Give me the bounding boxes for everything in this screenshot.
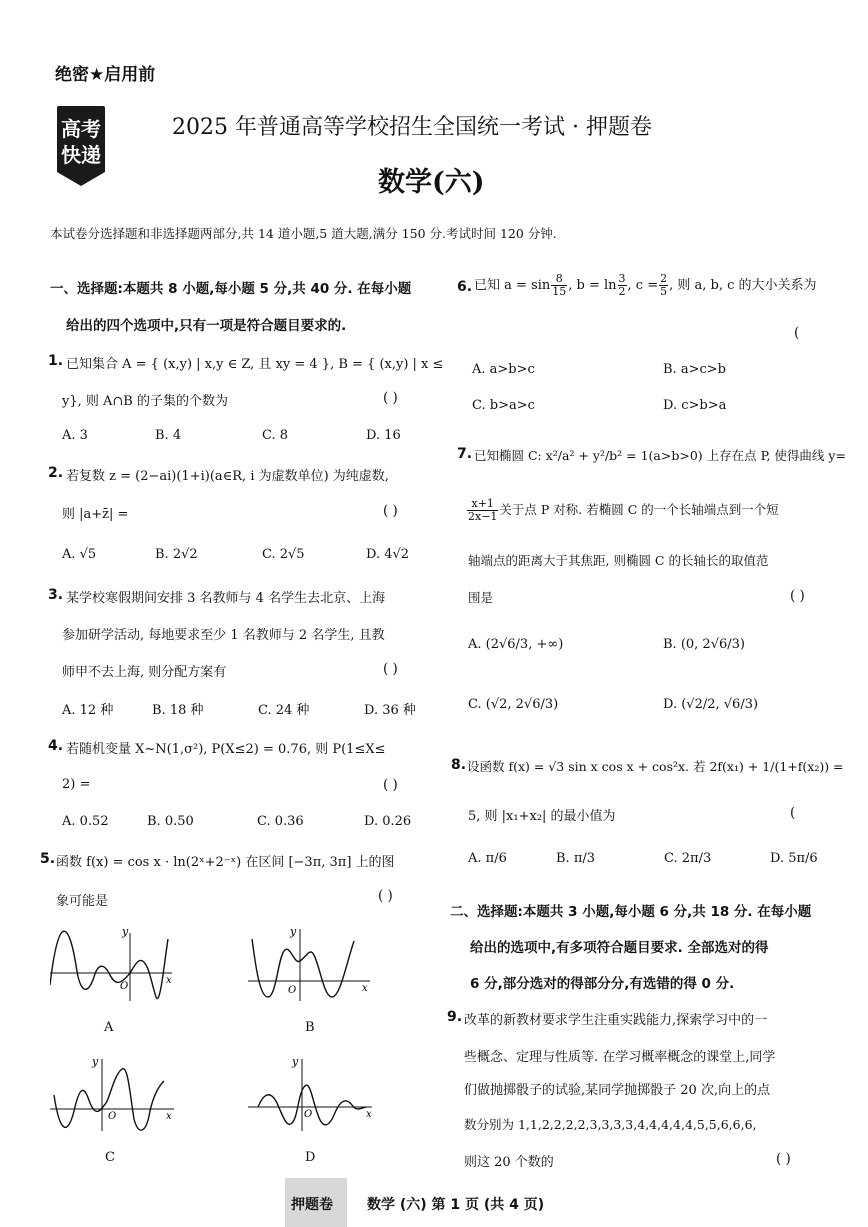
q6-frac-a: $\frac{8}{15}$ bbox=[552, 272, 567, 298]
q8-answer-paren: ( bbox=[790, 805, 796, 821]
q3-line2: 参加研学活动, 每地要求至少 1 名教师与 2 名学生, 且教 bbox=[62, 628, 385, 643]
q4-line1: 若随机变量 X~N(1,σ²), P(X≤2) = 0.76, 则 P(1≤X≤ bbox=[66, 742, 386, 757]
graph-d-x-label: x bbox=[366, 1109, 372, 1120]
footer-tab-label: 押题卷 bbox=[291, 1197, 333, 1213]
q4-number: 4. bbox=[48, 738, 64, 754]
q4-line2: 2) = bbox=[62, 777, 91, 792]
q6-option-d: D. c>b>a bbox=[663, 398, 727, 413]
graph-b-label: B bbox=[305, 1020, 315, 1035]
q6-option-c: C. b>a>c bbox=[472, 398, 535, 413]
q9-line5: 则这 20 个数的 bbox=[464, 1155, 554, 1170]
graph-d bbox=[248, 1055, 378, 1139]
exam-subtitle: 数学(六) bbox=[378, 167, 485, 198]
graph-b-origin: O bbox=[288, 985, 297, 996]
q3-answer-paren: ( ) bbox=[383, 661, 398, 677]
q4-option-b: B. 0.50 bbox=[147, 814, 194, 829]
q5-line2: 象可能是 bbox=[56, 894, 109, 909]
q6-answer-paren: ( bbox=[794, 325, 800, 341]
graph-b bbox=[248, 925, 378, 1009]
section1-heading-line2: 给出的四个选项中,只有一项是符合题目要求的. bbox=[66, 318, 347, 334]
q1-line1: 已知集合 A = { (x,y) | x,y ∈ Z, 且 xy = 4 }, B = { (x,y) | x ≤ bbox=[66, 357, 444, 372]
q2-line2: 则 |a+z̄| = bbox=[62, 507, 129, 522]
q7-option-a: A. (2√6/3, +∞) bbox=[468, 637, 564, 652]
graph-c-label: C bbox=[105, 1150, 115, 1165]
section2-heading-line3: 6 分,部分选对的得部分分,有选错的得 0 分. bbox=[470, 976, 735, 992]
q9-line1: 改革的新教材要求学生注重实践能力,探索学习中的一 bbox=[464, 1013, 768, 1028]
q8-option-a: A. π/6 bbox=[468, 851, 507, 866]
graph-a bbox=[50, 925, 180, 1009]
graph-c-x-label: x bbox=[166, 1111, 172, 1122]
q6-option-b: B. a>c>b bbox=[663, 362, 726, 377]
page-footer bbox=[0, 1178, 868, 1227]
q7-option-d: D. (√2/2, √6/3) bbox=[663, 697, 759, 712]
exam-title: 2025 年普通高等学校招生全国统一考试 · 押题卷 bbox=[172, 115, 652, 140]
q1-answer-paren: ( ) bbox=[383, 390, 398, 406]
graph-a-origin: O bbox=[120, 981, 129, 992]
q2-option-a: A. √5 bbox=[62, 547, 97, 562]
q3-option-c: C. 24 种 bbox=[258, 703, 310, 718]
graph-b-x-label: x bbox=[362, 983, 368, 994]
q3-option-d: D. 36 种 bbox=[364, 703, 416, 718]
q8-number: 8. bbox=[451, 757, 467, 773]
q1-option-b: B. 4 bbox=[155, 428, 182, 443]
q2-option-c: C. 2√5 bbox=[262, 547, 305, 562]
q6-number: 6. bbox=[457, 279, 473, 295]
q1-line2: y}, 则 A∩B 的子集的个数为 bbox=[62, 394, 228, 409]
q2-line1: 若复数 z = (2−ai)(1+i)(a∈R, i 为虚数单位) 为纯虚数, bbox=[66, 469, 389, 484]
section2-heading-line2: 给出的选项中,有多项符合题目要求. 全部选对的得 bbox=[470, 940, 769, 956]
q6-frac-b: $\frac{3}{2}$ bbox=[618, 272, 626, 298]
q7-line2-text: 关于点 P 对称. 若椭圆 C 的一个长轴端点到一个短 bbox=[499, 502, 779, 517]
q9-number: 9. bbox=[447, 1009, 463, 1025]
q3-option-b: B. 18 种 bbox=[152, 703, 204, 718]
q9-line2: 些概念、定理与性质等. 在学习概率概念的课堂上,同学 bbox=[464, 1050, 776, 1065]
q7-option-c: C. (√2, 2√6/3) bbox=[468, 697, 559, 712]
q7-line1: 已知椭圆 C: x²/a² + y²/b² = 1(a>b>0) 上存在点 P, 使得曲线 y= bbox=[474, 448, 846, 463]
graph-c-origin: O bbox=[108, 1111, 117, 1122]
footer-tab bbox=[285, 1178, 347, 1227]
q3-line3: 师甲不去上海, 则分配方案有 bbox=[62, 665, 227, 680]
q1-option-c: C. 8 bbox=[262, 428, 289, 443]
q6-option-a: A. a>b>c bbox=[472, 362, 535, 377]
q7-line2 bbox=[466, 494, 779, 526]
q5-number: 5. bbox=[40, 851, 56, 867]
q8-option-b: B. π/3 bbox=[556, 851, 596, 866]
svg-text:快递: 快递 bbox=[61, 143, 101, 167]
q2-option-b: B. 2√2 bbox=[155, 547, 198, 562]
q5-line1: 函数 f(x) = cos x · ln(2ˣ+2⁻ˣ) 在区间 [−3π, 3π] 上的图 bbox=[56, 855, 395, 870]
q3-number: 3. bbox=[48, 587, 64, 603]
q7-line3: 轴端点的距离大于其焦距, 则椭圆 C 的长轴长的取值范 bbox=[468, 553, 769, 568]
q8-line1: 设函数 f(x) = √3 sin x cos x + cos²x. 若 2f(x₁) + 1/(1+f(x₂)) = bbox=[467, 759, 844, 774]
svg-text:高考: 高考 bbox=[61, 117, 101, 141]
q3-option-a: A. 12 种 bbox=[62, 703, 114, 718]
graph-c-y-label: y bbox=[92, 1055, 99, 1068]
q9-answer-paren: ( ) bbox=[776, 1151, 791, 1167]
section1-heading-line1: 一、选择题:本题共 8 小题,每小题 5 分,共 40 分. 在每小题 bbox=[50, 281, 412, 297]
q6-stem bbox=[474, 270, 817, 302]
graph-b-y-label: y bbox=[290, 925, 297, 938]
q2-answer-paren: ( ) bbox=[383, 503, 398, 519]
q8-option-c: C. 2π/3 bbox=[664, 851, 712, 866]
q6-text-c: , c = bbox=[627, 278, 659, 293]
q7-frac: $\frac{x+1}{2x-1}$ bbox=[468, 497, 498, 523]
q8-option-d: D. 5π/6 bbox=[770, 851, 818, 866]
q6-text-a: 已知 a = sin bbox=[474, 278, 551, 293]
q1-option-d: D. 16 bbox=[366, 428, 401, 443]
graph-c bbox=[50, 1055, 180, 1139]
q7-number: 7. bbox=[457, 446, 473, 462]
q2-number: 2. bbox=[48, 465, 64, 481]
q9-line3: 们做抛掷骰子的试验,某同学抛掷骰子 20 次,向上的点 bbox=[464, 1083, 771, 1098]
graph-a-x-label: x bbox=[166, 975, 172, 986]
graph-a-label: A bbox=[104, 1020, 114, 1035]
graph-d-y-label: y bbox=[292, 1055, 299, 1068]
q4-answer-paren: ( ) bbox=[383, 777, 398, 793]
q9-line4: 数分别为 1,1,2,2,2,2,3,3,3,3,4,4,4,4,4,5,5,6,6,6, bbox=[464, 1117, 757, 1132]
q6-text-d: , 则 a, b, c 的大小关系为 bbox=[669, 278, 817, 293]
q2-option-d: D. 4√2 bbox=[366, 547, 410, 562]
q7-answer-paren: ( ) bbox=[790, 588, 805, 604]
q4-option-d: D. 0.26 bbox=[364, 814, 412, 829]
q6-frac-c: $\frac{2}{5}$ bbox=[660, 272, 668, 298]
q1-number: 1. bbox=[48, 353, 64, 369]
confidential-label: 绝密★启用前 bbox=[55, 65, 156, 85]
q7-line4: 围是 bbox=[468, 590, 494, 605]
graph-d-label: D bbox=[305, 1150, 316, 1165]
q4-option-a: A. 0.52 bbox=[62, 814, 109, 829]
q6-text-b: , b = ln bbox=[568, 278, 617, 293]
exam-intro: 本试卷分选择题和非选择题两部分,共 14 道小题,5 道大题,满分 150 分.考试时间 120 分钟. bbox=[50, 226, 557, 241]
q7-option-b: B. (0, 2√6/3) bbox=[663, 637, 745, 652]
gaokao-kuaidi-logo bbox=[55, 104, 107, 188]
q8-line2: 5, 则 |x₁+x₂| 的最小值为 bbox=[468, 809, 616, 824]
graph-a-y-label: y bbox=[122, 925, 129, 938]
q5-answer-paren: ( ) bbox=[378, 888, 393, 904]
footer-page-info: 数学 (六) 第 1 页 (共 4 页) bbox=[367, 1197, 545, 1213]
q3-line1: 某学校寒假期间安排 3 名教师与 4 名学生去北京、上海 bbox=[66, 591, 386, 606]
q4-option-c: C. 0.36 bbox=[257, 814, 304, 829]
q1-option-a: A. 3 bbox=[62, 428, 88, 443]
graph-d-origin: O bbox=[304, 1109, 313, 1120]
section2-heading-line1: 二、选择题:本题共 3 小题,每小题 6 分,共 18 分. 在每小题 bbox=[450, 904, 812, 920]
